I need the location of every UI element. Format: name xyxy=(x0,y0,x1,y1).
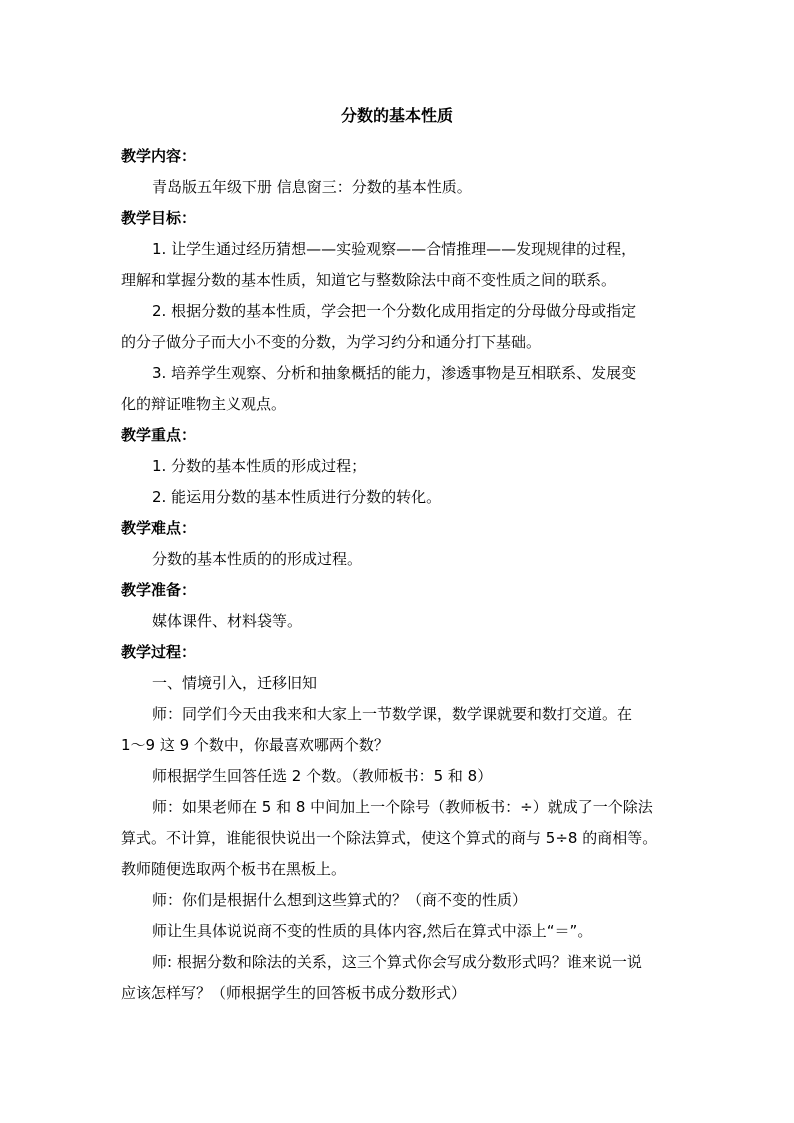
paragraph-line: 师让生具体说说商不变的性质的具体内容,然后在算式中添上“＝”。 xyxy=(152,922,593,940)
paragraph-line: 师：如果老师在 5 和 8 中间加上一个除号（教师板书：÷）就成了一个除法 xyxy=(152,798,653,816)
paragraph-line: 的分子做分子而大小不变的分数，为学习约分和通分打下基础。 xyxy=(121,333,542,351)
paragraph-line: 1. 让学生通过经历猜想——实验观察——合情推理——发现规律的过程， xyxy=(152,240,637,258)
paragraph-line: 2. 能运用分数的基本性质进行分数的转化。 xyxy=(152,488,442,506)
paragraph-line: 2. 根据分数的基本性质，学会把一个分数化成用指定的分母做分母或指定 xyxy=(152,302,637,320)
document-body xyxy=(121,141,677,1009)
paragraph-line: 1～9 这 9 个数中，你最喜欢哪两个数？ xyxy=(121,736,389,754)
paragraph-line: 分数的基本性质的的形成过程。 xyxy=(152,550,363,568)
paragraph-line: 青岛版五年级下册 信息窗三：分数的基本性质。 xyxy=(152,178,472,196)
section-heading: 教学难点： xyxy=(121,519,197,537)
paragraph-line: 师：同学们今天由我来和大家上一节数学课，数学课就要和数打交道。在 xyxy=(152,705,633,723)
paragraph-line: 1. 分数的基本性质的形成过程； xyxy=(152,457,367,475)
paragraph-line: 算式。不计算，谁能很快说出一个除法算式，使这个算式的商与 5÷8 的商相等。 xyxy=(121,829,658,847)
paragraph-line: 应该怎样写？（师根据学生的回答板书成分数形式） xyxy=(121,984,467,1002)
paragraph-line: 媒体课件、材料袋等。 xyxy=(152,612,303,630)
paragraph-line: 师根据学生回答任选 2 个数。（教师板书：5 和 8） xyxy=(152,767,493,785)
section-heading: 教学目标： xyxy=(121,209,197,227)
paragraph-line: 一、情境引入，迁移旧知 xyxy=(152,674,318,692)
section-heading: 教学重点： xyxy=(121,426,197,444)
section-heading: 教学准备： xyxy=(121,581,197,599)
document-title: 分数的基本性质 xyxy=(340,106,453,125)
paragraph-line: 3. 培养学生观察、分析和抽象概括的能力，渗透事物是互相联系、发展变 xyxy=(152,364,637,382)
paragraph-line: 化的辩证唯物主义观点。 xyxy=(121,395,287,413)
section-heading: 教学过程： xyxy=(121,643,197,661)
paragraph-line: 理解和掌握分数的基本性质，知道它与整数除法中商不变性质之间的联系。 xyxy=(121,271,617,289)
paragraph-line: 师: 根据分数和除法的关系，这三个算式你会写成分数形式吗？谁来说一说 xyxy=(152,953,642,971)
paragraph-line: 教师随便选取两个板书在黑板上。 xyxy=(121,860,347,878)
paragraph-line: 师：你们是根据什么想到这些算式的？（商不变的性质） xyxy=(152,891,528,909)
section-heading: 教学内容： xyxy=(121,147,197,165)
